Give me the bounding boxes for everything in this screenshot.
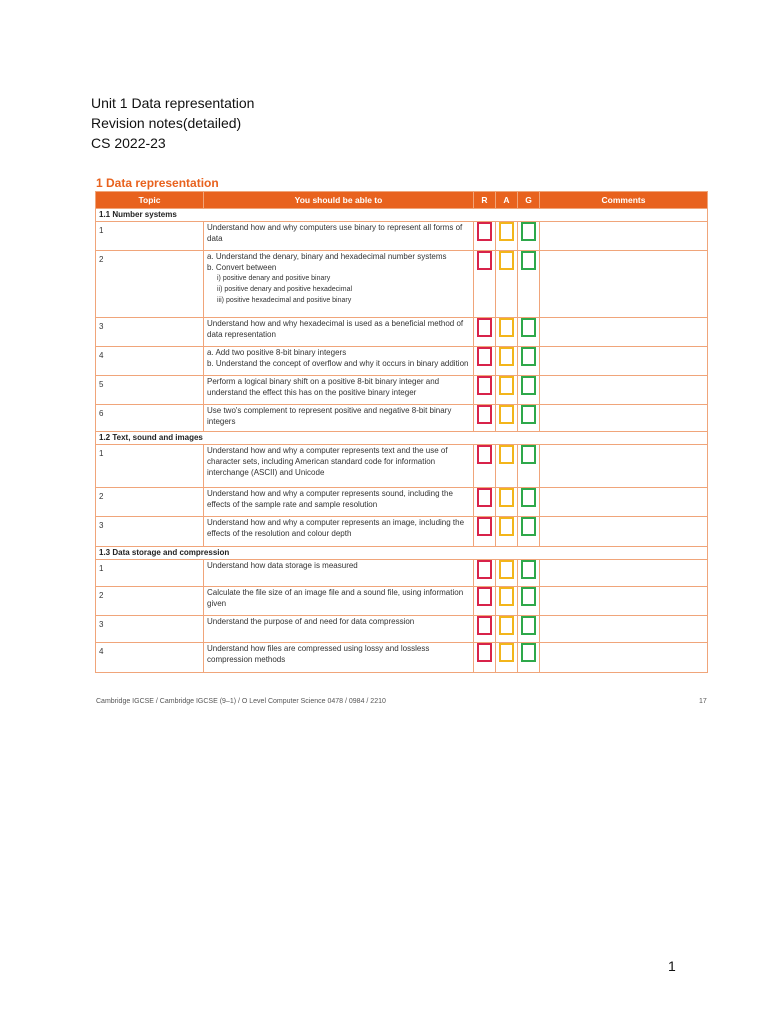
row-number: 5 (96, 376, 204, 405)
comments-cell[interactable] (540, 560, 708, 587)
rag-cell-g (518, 318, 540, 347)
red-checkbox[interactable] (477, 643, 492, 662)
green-checkbox[interactable] (521, 643, 536, 662)
row-number: 1 (96, 222, 204, 251)
table-row (96, 318, 708, 347)
rag-cell-a (496, 587, 518, 616)
table-row (96, 251, 708, 318)
table-row (96, 560, 708, 587)
comments-cell[interactable] (540, 376, 708, 405)
comments-cell[interactable] (540, 517, 708, 547)
table-row (96, 616, 708, 643)
rag-cell-g (518, 587, 540, 616)
rag-cell-r (474, 347, 496, 376)
comments-cell[interactable] (540, 616, 708, 643)
red-checkbox[interactable] (477, 616, 492, 635)
red-checkbox[interactable] (477, 445, 492, 464)
rag-cell-a (496, 251, 518, 318)
rag-cell-r (474, 517, 496, 547)
row-number: 4 (96, 643, 204, 673)
rag-cell-a (496, 517, 518, 547)
skill-description (204, 318, 474, 347)
green-checkbox[interactable] (521, 251, 536, 270)
rag-cell-a (496, 488, 518, 517)
skill-description (204, 376, 474, 405)
section-subheading-row (96, 209, 708, 222)
comments-cell[interactable] (540, 643, 708, 673)
skill-sublist-item: iii) positive hexadecimal and positive binary (217, 297, 352, 304)
row-number: 4 (96, 347, 204, 376)
table-row (96, 587, 708, 616)
section-subheading: 1.3 Data storage and compression (96, 547, 708, 560)
document-header (91, 93, 254, 153)
table-row (96, 517, 708, 547)
rag-cell-g (518, 251, 540, 318)
amber-checkbox[interactable] (499, 488, 514, 507)
skill-text: Perform a logical binary shift on a positive 8-bit binary integer and understand the effect this has on the positive binary integer (207, 377, 440, 397)
amber-checkbox[interactable] (499, 222, 514, 241)
comments-cell[interactable] (540, 347, 708, 376)
skill-text: Use two's complement to represent positive and negative 8-bit binary integers (207, 406, 452, 426)
comments-cell[interactable] (540, 587, 708, 616)
skill-text: Understand how and why a computer represents text and the use of character sets, including American standard code for information interchange (ASCII) and Unicode (207, 446, 448, 477)
table-row (96, 376, 708, 405)
skill-description (204, 488, 474, 517)
green-checkbox[interactable] (521, 347, 536, 366)
rag-cell-a (496, 616, 518, 643)
rag-cell-r (474, 222, 496, 251)
red-checkbox[interactable] (477, 587, 492, 606)
green-checkbox[interactable] (521, 405, 536, 424)
amber-checkbox[interactable] (499, 318, 514, 337)
skill-text: Understand the purpose of and need for data compression (207, 617, 415, 626)
red-checkbox[interactable] (477, 222, 492, 241)
amber-checkbox[interactable] (499, 445, 514, 464)
section-subheading: 1.1 Number systems (96, 209, 708, 222)
comments-cell[interactable] (540, 251, 708, 318)
skill-text: Understand how and why computers use binary to represent all forms of data (207, 223, 463, 243)
skill-text: Understand how and why hexadecimal is used as a beneficial method of data representation (207, 319, 464, 339)
footer-source: Cambridge IGCSE / Cambridge IGCSE (9–1) / O Level Computer Science 0478 / 0984 / 2210 (96, 698, 386, 705)
rag-cell-g (518, 616, 540, 643)
skill-text: Understand how and why a computer represents an image, including the effects of the resolution and colour depth (207, 518, 465, 538)
rag-cell-r (474, 643, 496, 673)
table-row (96, 405, 708, 432)
table-row (96, 347, 708, 376)
skill-description (204, 405, 474, 432)
rag-cell-a (496, 318, 518, 347)
green-checkbox[interactable] (521, 445, 536, 464)
rag-cell-r (474, 318, 496, 347)
rag-cell-r (474, 560, 496, 587)
section-subheading: 1.2 Text, sound and images (96, 432, 708, 445)
row-number: 2 (96, 251, 204, 318)
row-number: 2 (96, 488, 204, 517)
header-topic: Topic (96, 192, 204, 209)
rag-cell-g (518, 376, 540, 405)
rag-cell-g (518, 488, 540, 517)
rag-cell-r (474, 251, 496, 318)
green-checkbox[interactable] (521, 560, 536, 579)
red-checkbox[interactable] (477, 560, 492, 579)
rag-cell-a (496, 347, 518, 376)
amber-checkbox[interactable] (499, 347, 514, 366)
green-checkbox[interactable] (521, 616, 536, 635)
rag-cell-a (496, 405, 518, 432)
table-row (96, 488, 708, 517)
skill-description (204, 517, 474, 547)
amber-checkbox[interactable] (499, 560, 514, 579)
rag-cell-r (474, 405, 496, 432)
rag-cell-g (518, 643, 540, 673)
red-checkbox[interactable] (477, 347, 492, 366)
row-number: 3 (96, 318, 204, 347)
table-row (96, 643, 708, 673)
skill-description (204, 222, 474, 251)
skill-description (204, 643, 474, 673)
amber-checkbox[interactable] (499, 587, 514, 606)
comments-cell[interactable] (540, 318, 708, 347)
rag-cell-a (496, 222, 518, 251)
rag-cell-a (496, 560, 518, 587)
red-checkbox[interactable] (477, 251, 492, 270)
skill-sublist-item: i) positive denary and positive binary (217, 275, 331, 282)
red-checkbox[interactable] (477, 318, 492, 337)
rag-cell-g (518, 222, 540, 251)
row-number: 1 (96, 445, 204, 488)
green-checkbox[interactable] (521, 517, 536, 536)
skill-text: Understand how files are compressed using lossy and lossless compression methods (207, 644, 430, 664)
skill-text: Understand how and why a computer represents sound, including the effects of the sample rate and sample resolution (207, 489, 453, 509)
rag-cell-g (518, 560, 540, 587)
green-checkbox[interactable] (521, 587, 536, 606)
red-checkbox[interactable] (477, 517, 492, 536)
header-a: A (496, 192, 518, 209)
green-checkbox[interactable] (521, 376, 536, 395)
skill-text: Calculate the file size of an image file and a sound file, using information given (207, 588, 464, 608)
amber-checkbox[interactable] (499, 643, 514, 662)
skill-list (207, 251, 470, 306)
rag-cell-g (518, 445, 540, 488)
row-number: 3 (96, 616, 204, 643)
red-checkbox[interactable] (477, 488, 492, 507)
row-number: 6 (96, 405, 204, 432)
row-number: 2 (96, 587, 204, 616)
skill-sublist-item: ii) positive denary and positive hexadecimal (217, 286, 353, 293)
section-title: 1 Data representation (96, 176, 219, 190)
rag-cell-g (518, 405, 540, 432)
skill-list-item: b. Understand the concept of overflow and why it occurs in binary addition (207, 359, 469, 368)
table-row (96, 222, 708, 251)
row-number: 1 (96, 560, 204, 587)
amber-checkbox[interactable] (499, 376, 514, 395)
skill-description (204, 560, 474, 587)
skill-description (204, 616, 474, 643)
rag-cell-r (474, 488, 496, 517)
red-checkbox[interactable] (477, 376, 492, 395)
rag-cell-r (474, 376, 496, 405)
skill-description (204, 347, 474, 376)
skill-list-item: a. Add two positive 8-bit binary integers (207, 348, 347, 357)
header-g: G (518, 192, 540, 209)
doc-year: CS 2022-23 (91, 135, 166, 151)
green-checkbox[interactable] (521, 318, 536, 337)
skill-description (204, 251, 474, 318)
skill-list-item: b. Convert between (207, 263, 277, 272)
skill-description (204, 445, 474, 488)
rag-cell-r (474, 616, 496, 643)
header-r: R (474, 192, 496, 209)
page-number: 1 (668, 958, 676, 974)
amber-checkbox[interactable] (499, 251, 514, 270)
footer-source-page: 17 (699, 698, 707, 705)
amber-checkbox[interactable] (499, 616, 514, 635)
rag-checklist-table (95, 191, 708, 673)
comments-cell[interactable] (540, 445, 708, 488)
green-checkbox[interactable] (521, 222, 536, 241)
rag-cell-g (518, 347, 540, 376)
comments-cell[interactable] (540, 488, 708, 517)
comments-cell[interactable] (540, 222, 708, 251)
header-should: You should be able to (204, 192, 474, 209)
section-subheading-row (96, 547, 708, 560)
rag-cell-a (496, 376, 518, 405)
table-header-row (96, 192, 708, 209)
skill-description (204, 587, 474, 616)
amber-checkbox[interactable] (499, 405, 514, 424)
rag-cell-a (496, 643, 518, 673)
red-checkbox[interactable] (477, 405, 492, 424)
header-comments: Comments (540, 192, 708, 209)
amber-checkbox[interactable] (499, 517, 514, 536)
section-subheading-row (96, 432, 708, 445)
rag-cell-r (474, 587, 496, 616)
rag-cell-a (496, 445, 518, 488)
rag-cell-g (518, 517, 540, 547)
doc-title: Unit 1 Data representation (91, 95, 255, 111)
doc-subtitle: Revision notes(detailed) (91, 115, 242, 131)
green-checkbox[interactable] (521, 488, 536, 507)
comments-cell[interactable] (540, 405, 708, 432)
skill-text: Understand how data storage is measured (207, 561, 358, 570)
table-row (96, 445, 708, 488)
skill-list (207, 347, 470, 369)
skill-list-item: a. Understand the denary, binary and hexadecimal number systems (207, 252, 447, 261)
row-number: 3 (96, 517, 204, 547)
rag-cell-r (474, 445, 496, 488)
